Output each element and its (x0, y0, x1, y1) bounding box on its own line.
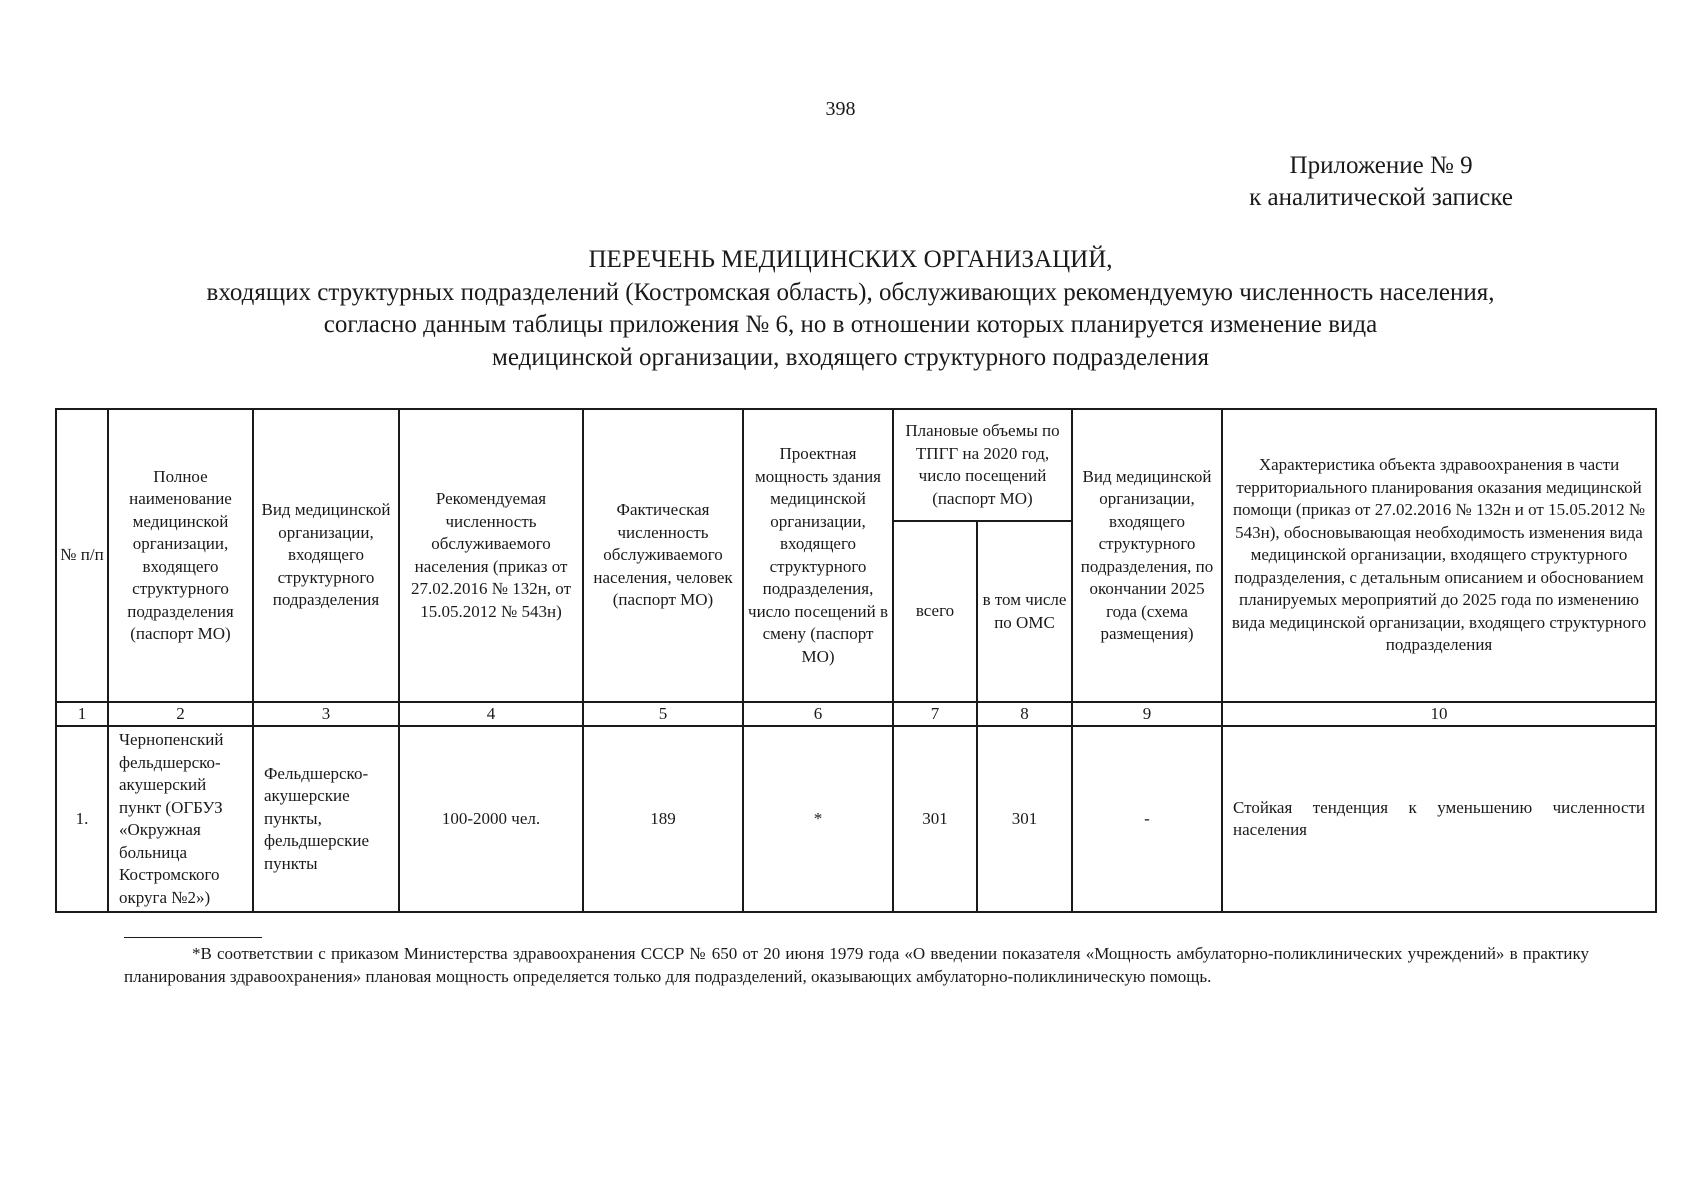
column-number: 7 (893, 702, 977, 726)
appendix-note (1249, 150, 1513, 214)
document-title: ПЕРЕЧЕНЬ МЕДИЦИНСКИХ ОРГАНИЗАЦИЙ, (588, 246, 1113, 273)
organizations-table (55, 408, 1657, 913)
document-heading (60, 244, 1641, 374)
column-number: 2 (108, 702, 253, 726)
column-number: 1 (56, 702, 108, 726)
document-subtitle-line-1: входящих структурных подразделений (Костромская область), обслуживающих рекомендуемую численность населения, (206, 278, 1495, 306)
column-number-row (56, 702, 1656, 726)
table-header-row (56, 409, 1656, 521)
row-number: 1. (56, 726, 108, 912)
row-design-capacity: * (743, 726, 893, 912)
header-planned-volumes: Плановые объемы по ТПГГ на 2020 год, число посещений (паспорт МО) (893, 409, 1072, 521)
column-number: 10 (1222, 702, 1656, 726)
column-number: 3 (253, 702, 399, 726)
table-row (56, 726, 1656, 912)
row-oms-visits: 301 (977, 726, 1072, 912)
row-actual-population: 189 (583, 726, 743, 912)
column-number: 8 (977, 702, 1072, 726)
header-recommended-population: Рекомендуемая численность обслуживаемого населения (приказ от 27.02.2016 № 132н, от 15.05.2012 № 543н) (399, 409, 583, 702)
column-number: 5 (583, 702, 743, 726)
row-type-2025: - (1072, 726, 1222, 912)
header-total: всего (893, 521, 977, 702)
header-full-name: Полное наименование медицинской организации, входящего структурного подразделения (паспорт МО) (108, 409, 253, 702)
document-subtitle-line-3: медицинской организации, входящего структурного подразделения (492, 343, 1209, 371)
header-design-capacity: Проектная мощность здания медицинской организации, входящего структурного подразделения, число посещений в смену (паспорт МО) (743, 409, 893, 702)
column-number: 9 (1072, 702, 1222, 726)
footnote: *В соответствии с приказом Министерства здравоохранения СССР № 650 от 20 июня 1979 года «О введении показателя «Мощность амбулаторно-поликлинических учреждений» в практику планирования здравоохранения» плановая мощность определяется только для подразделений, оказывающих амбулаторно-поликлиническую помощь. (124, 944, 1589, 986)
row-organization-name: Чернопенский фельдшерско-акушерский пункт (ОГБУЗ «Окружная больница Костромского округа №2») (108, 726, 253, 912)
appendix-number: Приложение № 9 (1289, 152, 1473, 179)
row-characteristics: Стойкая тенденция к уменьшению численности населения (1222, 726, 1656, 912)
column-number: 4 (399, 702, 583, 726)
document-subtitle-line-2: согласно данным таблицы приложения № 6, но в отношении которых планируется изменение вида (323, 311, 1378, 338)
header-oms: в том числе по ОМС (977, 521, 1072, 702)
header-organization-type: Вид медицинской организации, входящего структурного подразделения (253, 409, 399, 702)
row-organization-type: Фельдшерско-акушерские пункты, фельдшерские пункты (253, 726, 399, 912)
header-characteristics: Характеристика объекта здравоохранения в части территориального планирования оказания медицинской помощи (приказ от 27.02.2016 № 132н и от 15.05.2012 № 543н), обосновывающая необходимость изменения вида медицинской организации, входящего структурного подразделения, с детальным описанием и обоснованием планируемых мероприятий до 2025 года по изменению вида медицинской организации, входящего структурного подразделения (1222, 409, 1656, 702)
row-total-visits: 301 (893, 726, 977, 912)
header-type-2025: Вид медицинской организации, входящего структурного подразделения, по окончании 2025 года (схема размещения) (1072, 409, 1222, 702)
header-number: № п/п (56, 409, 108, 702)
footnote-divider (124, 937, 262, 938)
column-number: 6 (743, 702, 893, 726)
header-actual-population: Фактическая численность обслуживаемого населения, человек (паспорт МО) (583, 409, 743, 702)
appendix-reference: к аналитической записке (1249, 184, 1513, 211)
row-recommended-population: 100-2000 чел. (399, 726, 583, 912)
page-number: 398 (825, 98, 856, 120)
